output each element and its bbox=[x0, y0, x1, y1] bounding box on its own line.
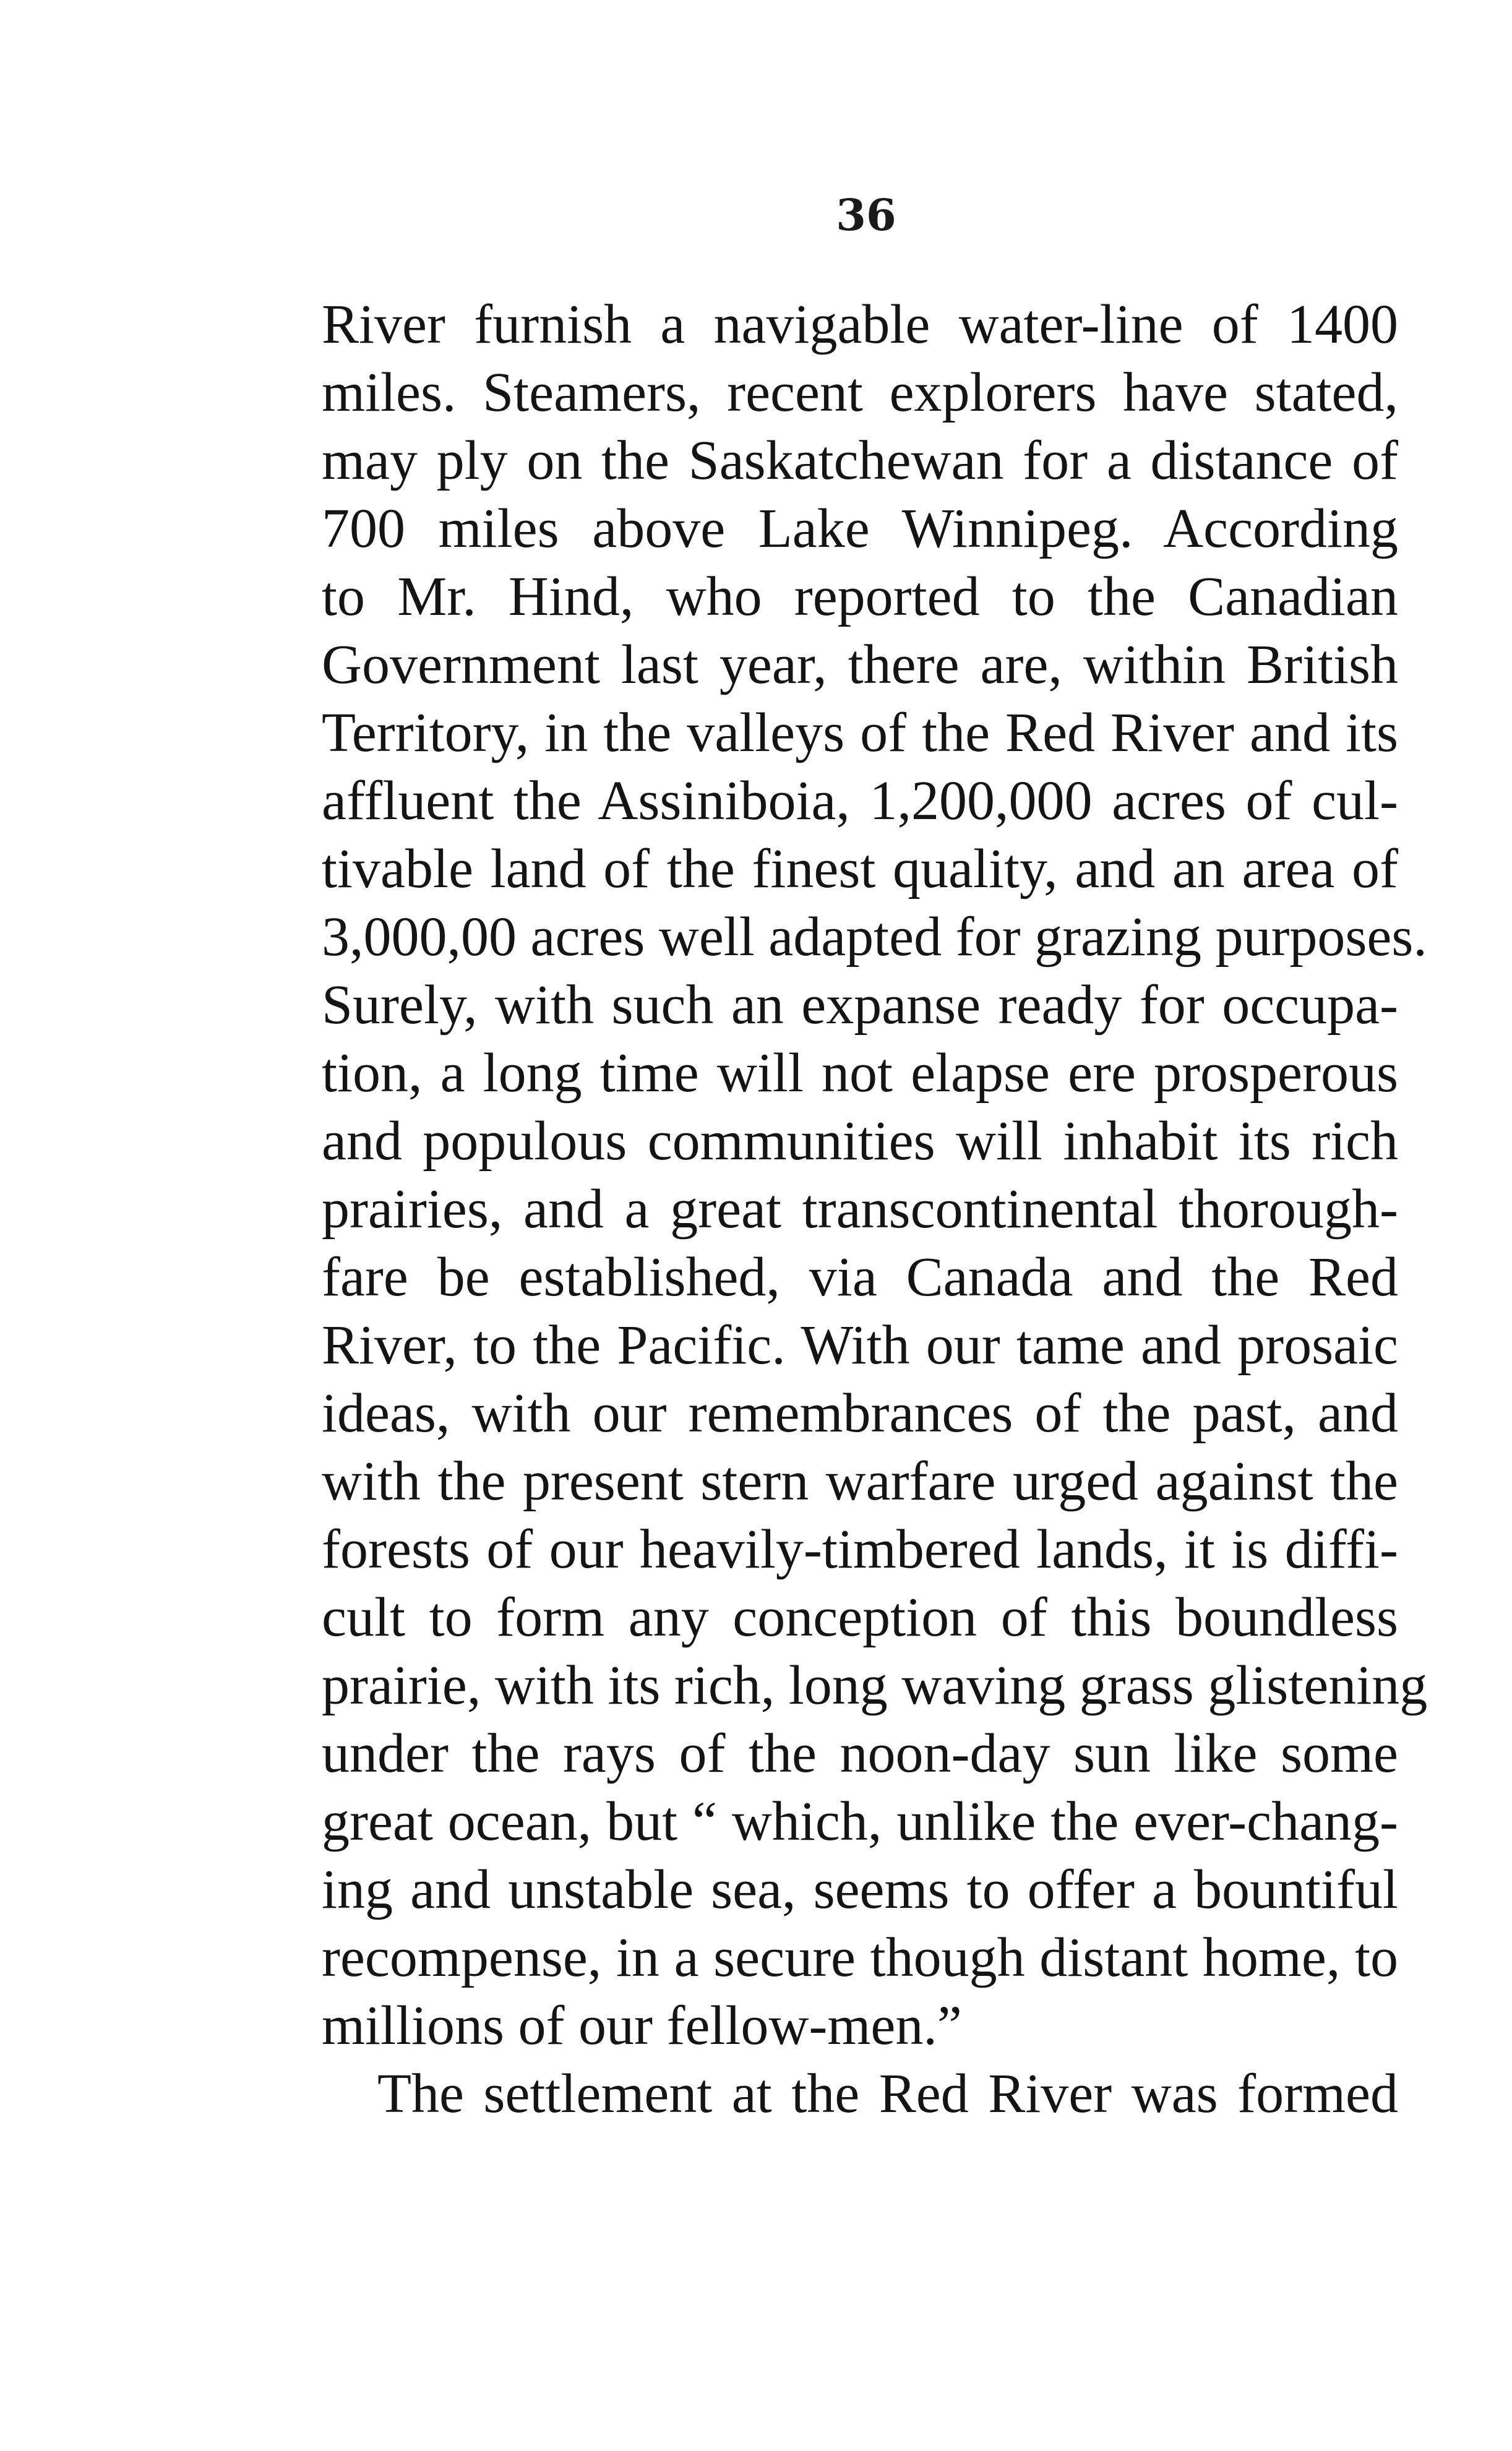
text-line: Government last year, there are, within British bbox=[322, 634, 1398, 695]
text-line: under the rays of the noon-day sun like some bbox=[322, 1723, 1398, 1784]
text-line: Surely, with such an expanse ready for occupa- bbox=[322, 974, 1398, 1036]
text-line: affluent the Assiniboia, 1,200,000 acres of cul- bbox=[322, 770, 1398, 831]
text-line: 3,000,00 acres well adapted for grazing purposes. bbox=[322, 906, 1427, 968]
page-number: 36 bbox=[836, 189, 896, 241]
text-line: and populous communities will inhabit its rich bbox=[322, 1110, 1398, 1172]
text-line: fare be established, via Canada and the Red bbox=[322, 1247, 1398, 1308]
text-line: ideas, with our remembrances of the past, and bbox=[322, 1383, 1398, 1444]
text-line: miles. Steamers, recent explorers have stated, bbox=[322, 362, 1398, 423]
text-line: River furnish a navigable water-line of 1400 bbox=[322, 294, 1398, 355]
body-text bbox=[322, 291, 1428, 2128]
text-line: may ply on the Saskatchewan for a distance of bbox=[322, 430, 1398, 491]
text-line: to Mr. Hind, who reported to the Canadian bbox=[322, 566, 1398, 627]
text-line: recompense, in a secure though distant home, to bbox=[322, 1927, 1398, 1988]
text-line: forests of our heavily-timbered lands, it is diffi- bbox=[322, 1519, 1398, 1580]
text-line: prairie, with its rich, long waving grass glistening bbox=[322, 1655, 1428, 1716]
text-line: River, to the Pacific. With our tame and prosaic bbox=[322, 1315, 1398, 1376]
text-line: tivable land of the finest quality, and an area of bbox=[322, 838, 1398, 899]
text-line: ing and unstable sea, seems to offer a bountiful bbox=[322, 1859, 1398, 1920]
text-line: prairies, and a great transcontinental thorough- bbox=[322, 1178, 1398, 1240]
text-line: tion, a long time will not elapse ere prosperous bbox=[322, 1042, 1398, 1104]
text-line: with the present stern warfare urged against the bbox=[322, 1451, 1398, 1512]
text-line: 700 miles above Lake Winnipeg. According bbox=[322, 498, 1398, 559]
text-line: The settlement at the Red River was formed bbox=[377, 2063, 1398, 2124]
text-line: millions of our fellow-men.” bbox=[322, 1995, 962, 2056]
text-line: great ocean, but “ which, unlike the ever-chang- bbox=[322, 1791, 1398, 1852]
text-line: cult to form any conception of this boundless bbox=[322, 1587, 1398, 1648]
text-line: Territory, in the valleys of the Red River and its bbox=[322, 702, 1398, 763]
